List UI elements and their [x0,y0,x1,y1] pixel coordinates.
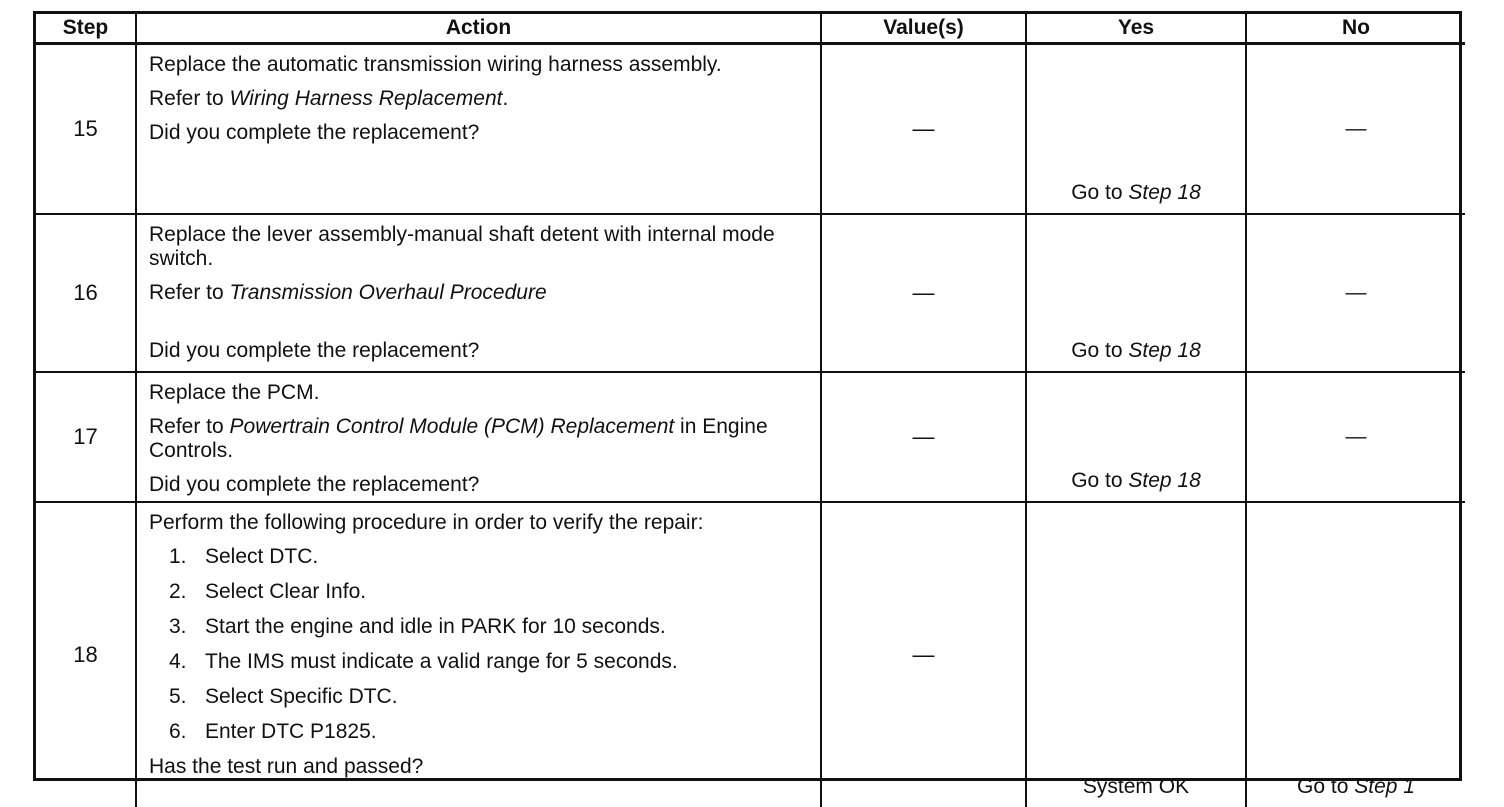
procedure-step-number: 5. [169,684,187,708]
yes-cell [1026,214,1246,372]
no-cell: — [1246,372,1465,502]
table-row [36,372,1465,502]
step-number: 18 [36,502,136,807]
value-cell: — [821,372,1026,502]
diagnostic-table-sheet [33,11,1462,798]
yes-cell: System OK [1026,502,1246,807]
table-row [36,502,1465,807]
procedure-step-number: 2. [169,579,187,603]
procedure-step [169,580,810,604]
step-number: 16 [36,214,136,372]
no-step-link[interactable]: Step 1 [1354,774,1415,798]
action-reference [149,415,810,463]
procedure-step [169,650,810,674]
yes-prefix: Go to [1071,468,1129,492]
table-row [36,44,1465,214]
procedure-step-number: 1. [169,544,187,568]
action-question: Did you complete the replacement? [149,121,480,144]
action-instruction: Replace the PCM. [149,380,320,404]
procedure-list [149,545,810,744]
procedure-step [169,545,810,569]
yes-prefix: Go to [1071,338,1129,362]
reference-suffix: in Engine Controls. [149,414,768,462]
header-action: Action [136,14,821,44]
header-yes: Yes [1026,14,1246,44]
yes-step-link[interactable]: Step 18 [1128,468,1201,492]
value-cell: — [821,214,1026,372]
reference-prefix: Refer to [149,280,230,304]
action-question: Did you complete the replacement? [149,338,480,362]
procedure-step-number: 6. [169,719,187,743]
action-cell [136,214,821,372]
value-cell: — [821,502,1026,807]
action-cell [136,44,821,214]
no-cell: — [1246,214,1465,372]
action-reference [149,87,810,111]
header-values: Value(s) [821,14,1026,44]
action-question: Did you complete the replacement? [149,472,480,496]
procedure-step-text: Enter DTC P1825. [205,719,377,743]
action-instruction: Perform the following procedure in order to verify the repair: [149,510,704,534]
reference-link[interactable]: Transmission Overhaul Procedure [229,280,547,304]
no-cell: — [1246,44,1465,214]
procedure-step [169,615,810,639]
action-cell [136,372,821,502]
action-instruction: Replace the automatic transmission wiring harness assembly. [149,53,722,76]
procedure-step-text: Start the engine and idle in PARK for 10 seconds. [205,614,666,638]
no-cell [1246,502,1465,807]
step-number: 17 [36,372,136,502]
procedure-step-text: Select Specific DTC. [205,684,398,708]
header-row [36,14,1465,44]
yes-step-link[interactable]: Step 18 [1128,180,1201,204]
yes-cell [1026,44,1246,214]
reference-suffix: . [502,87,509,110]
no-prefix: Go to [1297,774,1355,798]
procedure-step-number: 3. [169,614,187,638]
action-reference [149,281,810,305]
reference-link[interactable]: Powertrain Control Module (PCM) Replacement [229,414,675,438]
procedure-step-text: Select Clear Info. [205,579,367,603]
procedure-step-number: 4. [169,649,187,673]
procedure-step-text: The IMS must indicate a valid range for 5 seconds. [205,649,678,673]
reference-prefix: Refer to [149,87,230,110]
action-instruction: Replace the lever assembly-manual shaft detent with internal mode switch. [149,222,775,270]
action-question: Has the test run and passed? [149,754,424,778]
yes-prefix: Go to [1071,180,1129,204]
reference-prefix: Refer to [149,414,230,438]
yes-step-link[interactable]: Step 18 [1128,338,1201,362]
table-row [36,214,1465,372]
value-cell: — [821,44,1026,214]
step-number: 15 [36,44,136,214]
procedure-step [169,685,810,709]
header-step: Step [36,14,136,44]
reference-link[interactable]: Wiring Harness Replacement [229,87,503,110]
procedure-step [169,720,810,744]
diagnostic-table [36,14,1465,807]
procedure-step-text: Select DTC. [205,544,319,568]
header-no: No [1246,14,1465,44]
yes-cell [1026,372,1246,502]
action-cell [136,502,821,807]
